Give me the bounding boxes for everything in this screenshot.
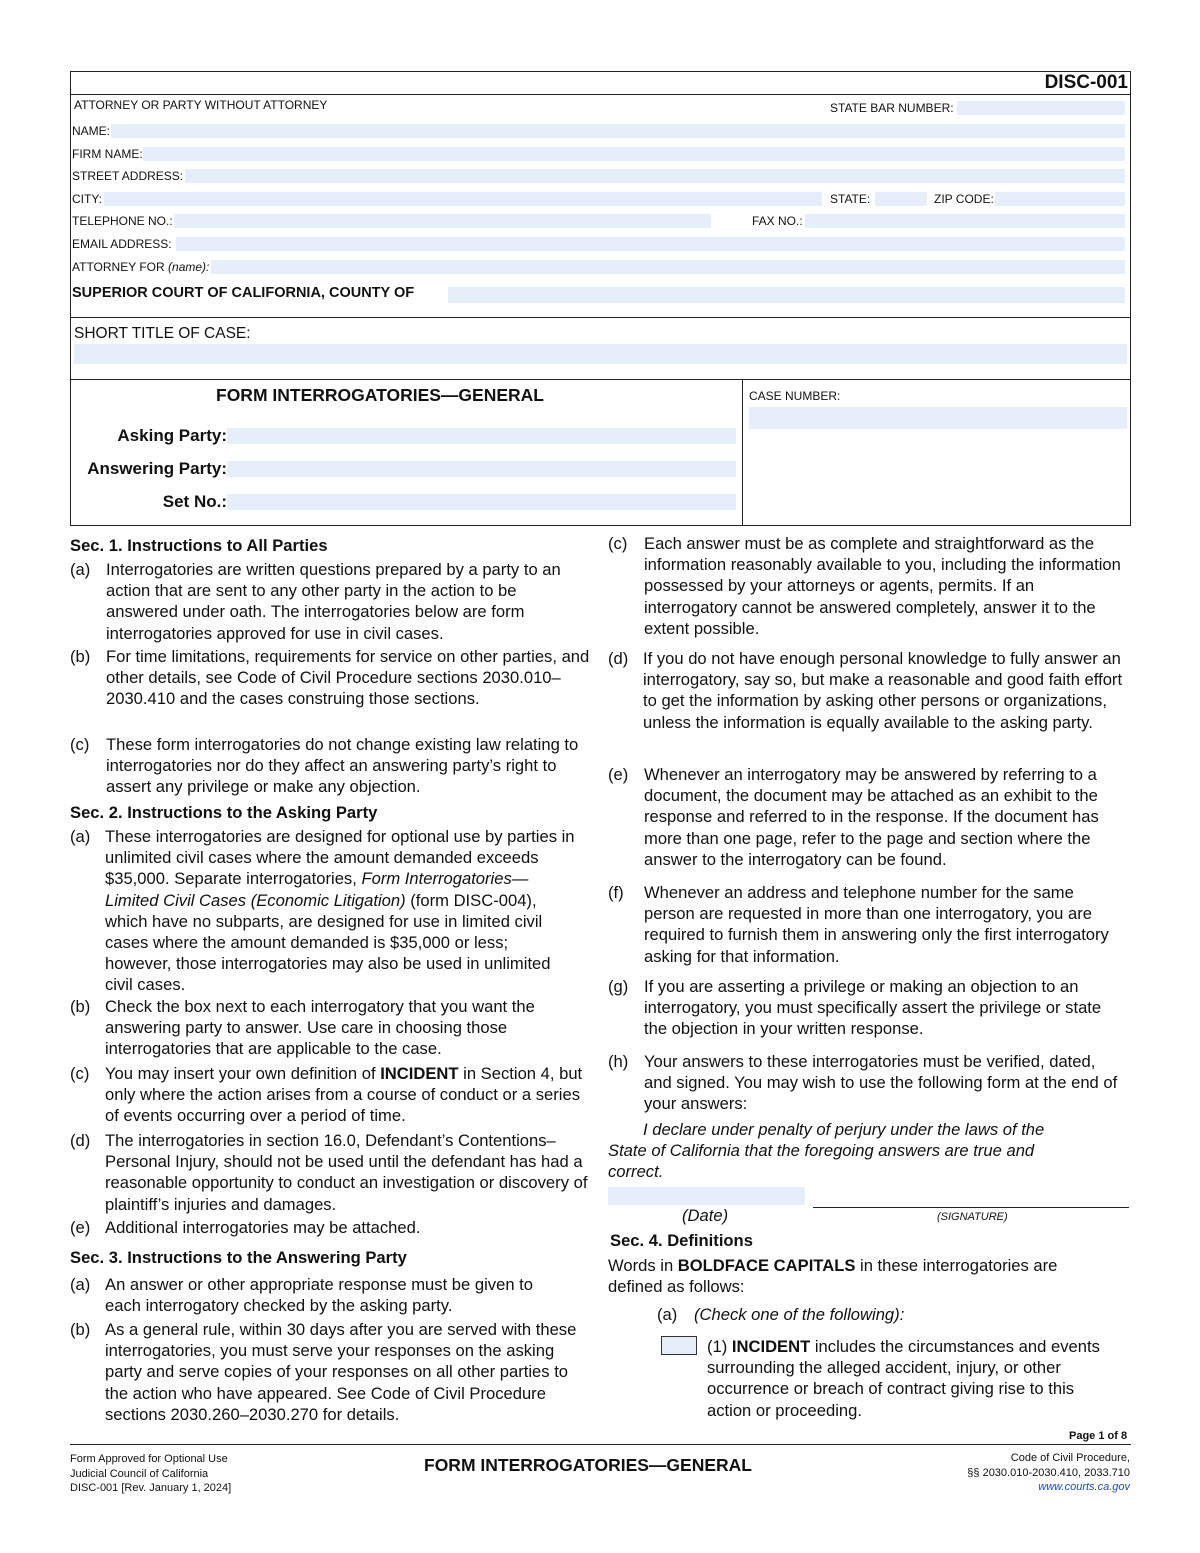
- list-item: [70, 559, 600, 644]
- state-bar-field[interactable]: [957, 101, 1125, 115]
- sec1-title: Sec. 1. Instructions to All Parties: [70, 536, 328, 555]
- item-text: As a general rule, within 30 days after you are served with these interrogatories, you must serve your responses on the asking party and serve copies of your responses on all other parties to the action who have appeared. See Code of Civil Procedure sections 2030.260–2030.270 for details.: [105, 1320, 577, 1424]
- check-one-instruction: (Check one of the following):: [694, 1305, 905, 1324]
- item-marker: (c): [608, 534, 628, 553]
- signature-label: (SIGNATURE): [937, 1211, 1008, 1223]
- form-title: FORM INTERROGATORIES—GENERAL: [216, 385, 544, 405]
- text-run: You may insert your own definition of: [105, 1064, 381, 1083]
- list-item: [70, 734, 600, 798]
- list-item: [70, 1274, 600, 1317]
- item-text: [105, 826, 578, 996]
- attorney-for-label: [72, 260, 209, 274]
- item-marker: (c): [70, 735, 90, 754]
- signature-line[interactable]: [813, 1207, 1129, 1208]
- telephone-label: TELEPHONE NO.:: [72, 214, 173, 228]
- defined-term: INCIDENT: [380, 1064, 459, 1083]
- zip-label: ZIP CODE:: [934, 192, 994, 206]
- set-no-field[interactable]: [227, 494, 736, 510]
- telephone-field[interactable]: [174, 214, 711, 228]
- attorney-label: ATTORNEY OR PARTY WITHOUT ATTORNEY: [74, 98, 328, 112]
- set-no-label: Set No.:: [162, 492, 227, 511]
- item-marker: (a): [70, 1275, 91, 1294]
- incident-checkbox[interactable]: [661, 1336, 697, 1355]
- divider: [742, 379, 743, 526]
- name-field[interactable]: [111, 124, 1125, 138]
- list-item: [70, 646, 600, 731]
- list-item: [70, 1130, 600, 1215]
- answering-party-field[interactable]: [227, 461, 736, 477]
- list-item: [70, 1319, 600, 1425]
- attorney-for-text: ATTORNEY FOR: [72, 260, 165, 274]
- list-item: [608, 764, 1133, 870]
- divider: [71, 94, 1130, 95]
- form-id: DISC-001: [1044, 72, 1128, 93]
- state-label: STATE:: [830, 192, 871, 206]
- list-item: [608, 533, 1133, 639]
- item-marker: (b): [70, 997, 91, 1016]
- attorney-for-name-hint: (name):: [168, 260, 210, 274]
- state-bar-label: STATE BAR NUMBER:: [830, 101, 954, 115]
- item-marker: (a): [657, 1305, 678, 1324]
- item-marker: (d): [608, 649, 629, 668]
- footer-title: FORM INTERROGATORIES—GENERAL: [424, 1455, 752, 1475]
- email-field[interactable]: [176, 237, 1125, 251]
- sec2-title: Sec. 2. Instructions to the Asking Party: [70, 803, 378, 822]
- name-label: NAME:: [72, 124, 111, 138]
- code-line: Code of Civil Procedure,: [1010, 1452, 1130, 1464]
- item-text: Additional interrogatories may be attached.: [105, 1218, 421, 1237]
- item-text: Your answers to these interrogatories must be verified, dated, and signed. You may wish to use the following form at the end of your answers:: [644, 1052, 1118, 1114]
- code-block: [967, 1451, 1130, 1495]
- approval-block: [70, 1452, 231, 1496]
- defined-term: INCIDENT: [731, 1337, 811, 1356]
- attorney-for-field[interactable]: [211, 260, 1125, 274]
- short-title-field[interactable]: [74, 344, 1127, 364]
- street-field[interactable]: [185, 169, 1125, 183]
- code-line: §§ 2030.010-2030.410, 2033.710: [967, 1466, 1130, 1479]
- street-label: STREET ADDRESS:: [72, 169, 184, 183]
- item-marker: (c): [70, 1064, 90, 1083]
- list-item: [70, 1063, 600, 1127]
- item-text: Check the box next to each interrogatory that you want the answering party to answer. Use care in choosing those interrogatories that are applicable to the case.: [105, 997, 535, 1059]
- list-item: [70, 1217, 600, 1239]
- approval-line: DISC-001 [Rev. January 1, 2024]: [70, 1482, 232, 1495]
- item-text: The interrogatories in section 16.0, Defendant’s Contentions–Personal Injury, should not be used until the defendant has had a reasonable opportunity to conduct an investigation or discovery of plaintiff’s injuries and damages.: [105, 1131, 588, 1214]
- list-item: [608, 882, 1133, 967]
- item-text: For time limitations, requirements for service on other parties, and other details, see Code of Civil Procedure sections 2030.010–2030.410 and the cases construing those sections.: [106, 647, 590, 709]
- item-text: If you do not have enough personal knowledge to fully answer an interrogatory, say so, but make a reasonable and good faith effort to get the information by asking other persons or organizations, unless the information is equally available to the asking party.: [643, 649, 1123, 732]
- item-marker: (g): [608, 977, 629, 996]
- item-marker: (f): [608, 883, 624, 902]
- answering-party-label: Answering Party:: [87, 459, 227, 478]
- form-reference: Form Interrogatories—Limited Civil Cases (Economic Litigation): [105, 869, 529, 910]
- case-number-field[interactable]: [749, 407, 1127, 429]
- defined-term: BOLDFACE CAPITALS: [677, 1256, 856, 1275]
- item-text: An answer or other appropriate response must be given to each interrogatory checked by the asking party.: [105, 1275, 533, 1316]
- sec3-title: Sec. 3. Instructions to the Answering Party: [70, 1248, 407, 1267]
- item-text: These form interrogatories do not change existing law relating to interrogatories nor do they affect an answering party’s right to assert any privilege or make any objection.: [106, 735, 579, 797]
- text-run: (form DISC-004), which have no subparts, are designed for use in limited civil cases where the amount demanded is $35,000 or less; however, those interrogatories may also be used in unlimited civil cases.: [105, 890, 551, 995]
- approval-line: Form Approved for Optional Use: [70, 1453, 228, 1465]
- text-run: includes the circumstances and events surrounding the alleged accident, injury, or other occurrence or breach of contract giving rise to this action or proceeding.: [707, 1337, 1100, 1420]
- item-marker: (a): [70, 827, 91, 846]
- date-field[interactable]: [608, 1187, 805, 1205]
- item-marker: (h): [608, 1052, 629, 1071]
- item-marker: (b): [70, 1320, 91, 1339]
- city-field[interactable]: [104, 192, 822, 206]
- item-marker: (e): [608, 765, 629, 784]
- county-field[interactable]: [448, 287, 1125, 303]
- fax-field[interactable]: [805, 214, 1125, 228]
- item-text: Each answer must be as complete and straightforward as the information reasonably available to you, including the information possessed by your attorneys or agents, permits. If an interrogatory cannot be answered completely, answer it to the extent possible.: [644, 534, 1121, 638]
- fax-label: FAX NO.:: [752, 214, 803, 228]
- item-marker: (d): [70, 1131, 91, 1150]
- state-field[interactable]: [875, 192, 927, 206]
- zip-field[interactable]: [995, 192, 1125, 206]
- list-item: [70, 996, 600, 1060]
- short-title-label: SHORT TITLE OF CASE:: [74, 325, 251, 342]
- list-item: [70, 826, 600, 996]
- text-run: Words in: [608, 1256, 678, 1275]
- item-marker: (a): [70, 560, 91, 579]
- caption-box: [70, 71, 1131, 526]
- divider: [71, 317, 1130, 318]
- sec4-title: Sec. 4. Definitions: [610, 1231, 753, 1250]
- text-run: (1): [707, 1337, 732, 1356]
- text-run: in Section 4, but only where the action arises from a course of conduct or a series of events occurring over a period of time.: [105, 1064, 583, 1126]
- item-text: [105, 1063, 585, 1127]
- item-marker: (b): [70, 647, 91, 666]
- item-text: Interrogatories are written questions prepared by a party to an action that are sent to any other party in the action to be answered under oath. The interrogatories below are form interrogatories approved for use in civil cases.: [106, 560, 561, 643]
- asking-party-label: Asking Party:: [117, 426, 227, 445]
- divider: [71, 379, 1130, 380]
- list-item: [608, 648, 1133, 754]
- list-item: [608, 976, 1133, 1040]
- sec4-intro: [608, 1255, 1108, 1297]
- item-marker: (e): [70, 1218, 91, 1237]
- declaration-text: I declare under penalty of perjury under the laws of the State of California that the foregoing answers are true and correct.: [608, 1120, 1045, 1182]
- website-link[interactable]: www.courts.ca.gov: [1038, 1481, 1130, 1494]
- asking-party-field[interactable]: [227, 428, 736, 444]
- text-run: in these interrogatories are defined as follows:: [608, 1256, 1058, 1297]
- item-text: If you are asserting a privilege or making an objection to an interrogatory, you must specifically assert the privilege or state the objection in your written response.: [644, 977, 1102, 1039]
- item-text: Whenever an address and telephone number for the same person are requested in more than one interrogatory, you are required to furnish them in answering only the first interrogatory asking for that information.: [644, 883, 1109, 966]
- court-label: SUPERIOR COURT OF CALIFORNIA, COUNTY OF: [72, 285, 415, 301]
- page-number: Page 1 of 8: [1069, 1430, 1128, 1442]
- city-label: CITY:: [72, 192, 103, 206]
- case-number-label: CASE NUMBER:: [749, 389, 841, 403]
- approval-line: Judicial Council of California: [70, 1467, 209, 1480]
- date-label: (Date): [682, 1206, 729, 1225]
- text-run: These interrogatories are designed for optional use by parties in unlimited civil cases where the amount demanded exceeds $35,000. Separate interrogatories,: [105, 827, 575, 889]
- email-label: EMAIL ADDRESS:: [72, 237, 172, 251]
- footer-divider: [70, 1444, 1131, 1445]
- item-text: Whenever an interrogatory may be answered by referring to a document, the document may be attached as an exhibit to the response and referred to in the response. If the document has more than one page, refer to the page and section where the answer to the interrogatory can be found.: [644, 765, 1099, 869]
- list-item: [608, 1051, 1133, 1115]
- incident-definition: [707, 1336, 1119, 1421]
- firm-field[interactable]: [143, 147, 1125, 161]
- firm-label: FIRM NAME:: [72, 147, 143, 161]
